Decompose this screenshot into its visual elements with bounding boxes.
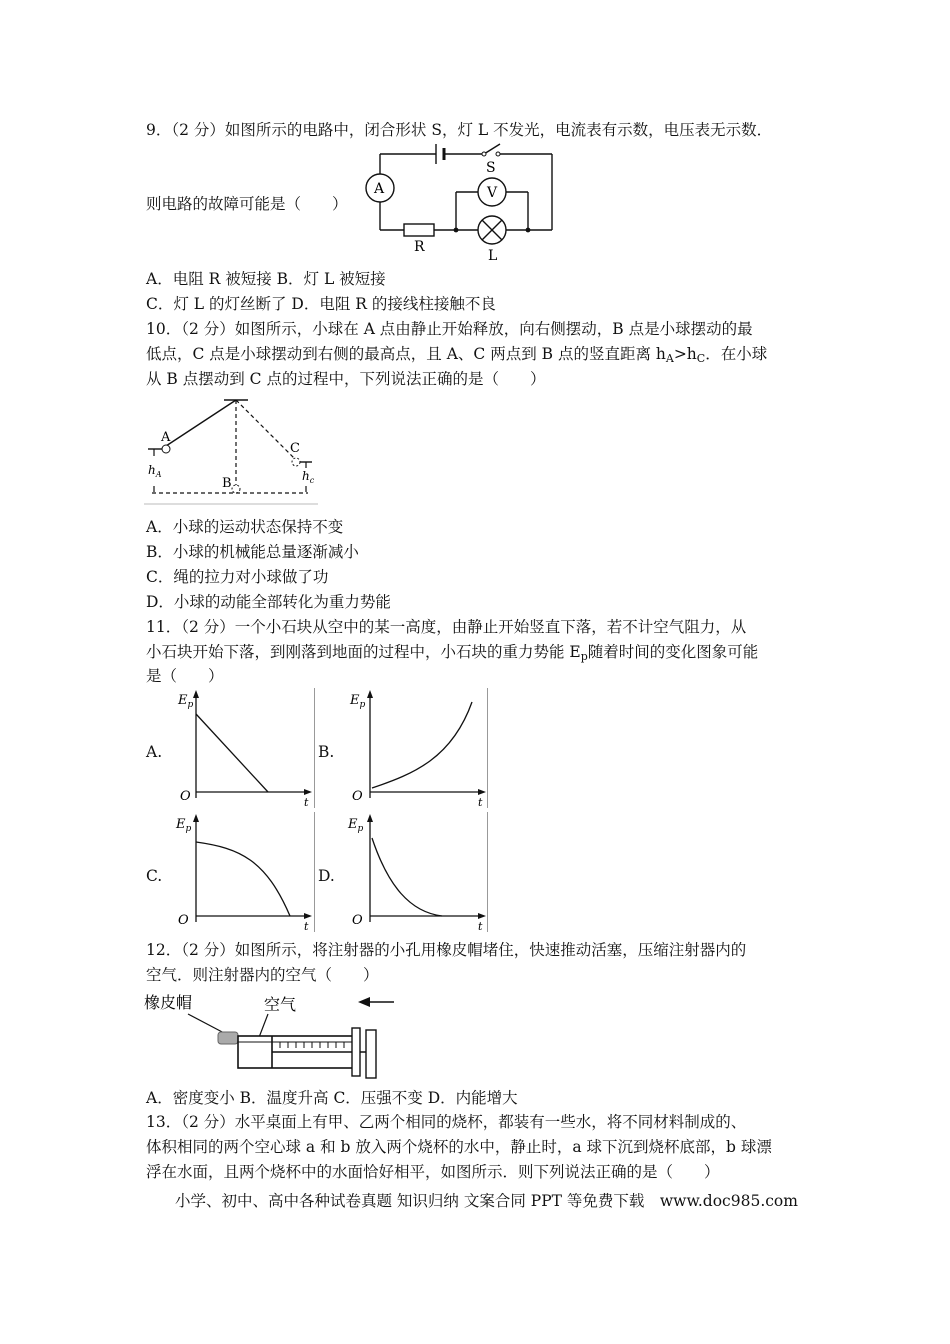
svg-text:O: O xyxy=(352,789,363,804)
q11-option-a-label: A. xyxy=(146,743,163,761)
ammeter-label: A xyxy=(374,181,385,197)
q9-stem-line2: 则电路的故障可能是（ ） xyxy=(146,195,348,213)
hc-label: $h_c$ xyxy=(302,469,315,485)
svg-text:O: O xyxy=(178,913,189,928)
q11-stem-line2: 小石块开始下落，到刚落到地面的过程中，小石块的重力势能 $E_p$随着时间的变化图象可能 xyxy=(146,643,759,663)
svg-text:Ep: $E_p$ xyxy=(348,817,364,834)
q12-stem-line1: 12．（2 分）如图所示，将注射器的小孔用橡皮帽堵住，快速推动活塞，压缩注射器内的 xyxy=(146,941,747,959)
q10-option-d: D．小球的动能全部转化为重力势能 xyxy=(146,593,391,611)
rubber-cap-label: 橡皮帽 xyxy=(144,993,193,1012)
q10-option-a: A．小球的运动状态保持不变 xyxy=(146,518,344,536)
svg-text:Ep: $E_p$ xyxy=(178,693,194,710)
svg-text:t: t xyxy=(304,796,309,808)
q10-option-b: B．小球的机械能总量逐渐减小 xyxy=(146,543,359,561)
svg-text:Ep: $E_p$ xyxy=(176,817,192,834)
svg-text:t: t xyxy=(478,796,483,808)
q9-circuit-figure xyxy=(360,138,560,262)
point-c-label: C xyxy=(290,441,300,456)
q11-stem-line1: 11．（2 分）一个小石块从空中的某一高度，由静止开始竖直下落，若不计空气阻力，从 xyxy=(146,618,747,636)
svg-text:O: O xyxy=(180,789,191,804)
q10-stem-line1: 10．（2 分）如图所示，小球在 A 点由静止开始释放，向右侧摆动，B 点是小球摆动的最 xyxy=(146,320,753,338)
q10-option-c: C．绳的拉力对小球做了功 xyxy=(146,568,329,586)
q11-stem-line3: 是（ ） xyxy=(146,667,224,685)
q13-stem-line2: 体积相同的两个空心球 a 和 b 放入两个烧杯的水中，静止时，a 球下沉到烧杯底部，b 球漂 xyxy=(146,1138,772,1156)
q12-options: A．密度变小 B．温度升高 C．压强不变 D．内能增大 xyxy=(146,1089,518,1107)
page-footer: 小学、初中、高中各种试卷真题 知识归纳 文案合同 PPT 等免费下载 www.doc985.com xyxy=(175,1192,798,1210)
q13-stem-line3: 浮在水面，且两个烧杯中的水面恰好相平，如图所示．则下列说法正确的是（ ） xyxy=(146,1163,720,1181)
resistor-label: R xyxy=(414,239,425,255)
air-label: 空气 xyxy=(264,995,297,1014)
q11-graph-a xyxy=(170,688,314,808)
point-b-label: B xyxy=(222,476,232,491)
q11-graph-d xyxy=(344,812,488,932)
ha-label: $h_A$ xyxy=(148,463,162,479)
svg-text:O: O xyxy=(352,913,363,928)
q10-stem-line3: 从 B 点摆动到 C 点的过程中，下列说法正确的是（ ） xyxy=(146,370,546,388)
q11-option-b-label: B. xyxy=(318,743,335,761)
q13-stem-line1: 13．（2 分）水平桌面上有甲、乙两个相同的烧杯，都装有一些水，将不同材料制成的、 xyxy=(146,1113,747,1131)
q9-option-cd: C．灯 L 的灯丝断了 D．电阻 R 的接线柱接触不良 xyxy=(146,295,496,313)
svg-text:Ep: $E_p$ xyxy=(350,693,366,710)
q10-stem-line2: 低点，C 点是小球摆动到右侧的最高点，且 A、C 两点到 B 点的竖直距离 $h_A>h_C$．在小球 xyxy=(146,345,768,365)
switch-label: S xyxy=(486,160,496,176)
q10-pendulum-figure xyxy=(144,396,318,506)
voltmeter-label: V xyxy=(487,185,498,201)
q11-option-d-label: D. xyxy=(318,867,335,885)
q9-stem-line1: 9．（2 分）如图所示的电路中，闭合形状 S，灯 L 不发光，电流表有示数，电压表无示数． xyxy=(146,121,773,139)
q11-graph-c xyxy=(170,812,314,932)
q9-option-ab: A．电阻 R 被短接 B．灯 L 被短接 xyxy=(146,270,386,288)
point-a-label: A xyxy=(161,430,171,445)
q11-graph-b xyxy=(344,688,488,808)
q12-syringe-figure xyxy=(144,990,400,1084)
lamp-label: L xyxy=(488,248,498,262)
q11-option-c-label: C. xyxy=(146,867,163,885)
svg-text:t: t xyxy=(478,920,483,932)
svg-text:t: t xyxy=(304,920,309,932)
q12-stem-line2: 空气．则注射器内的空气（ ） xyxy=(146,966,379,984)
